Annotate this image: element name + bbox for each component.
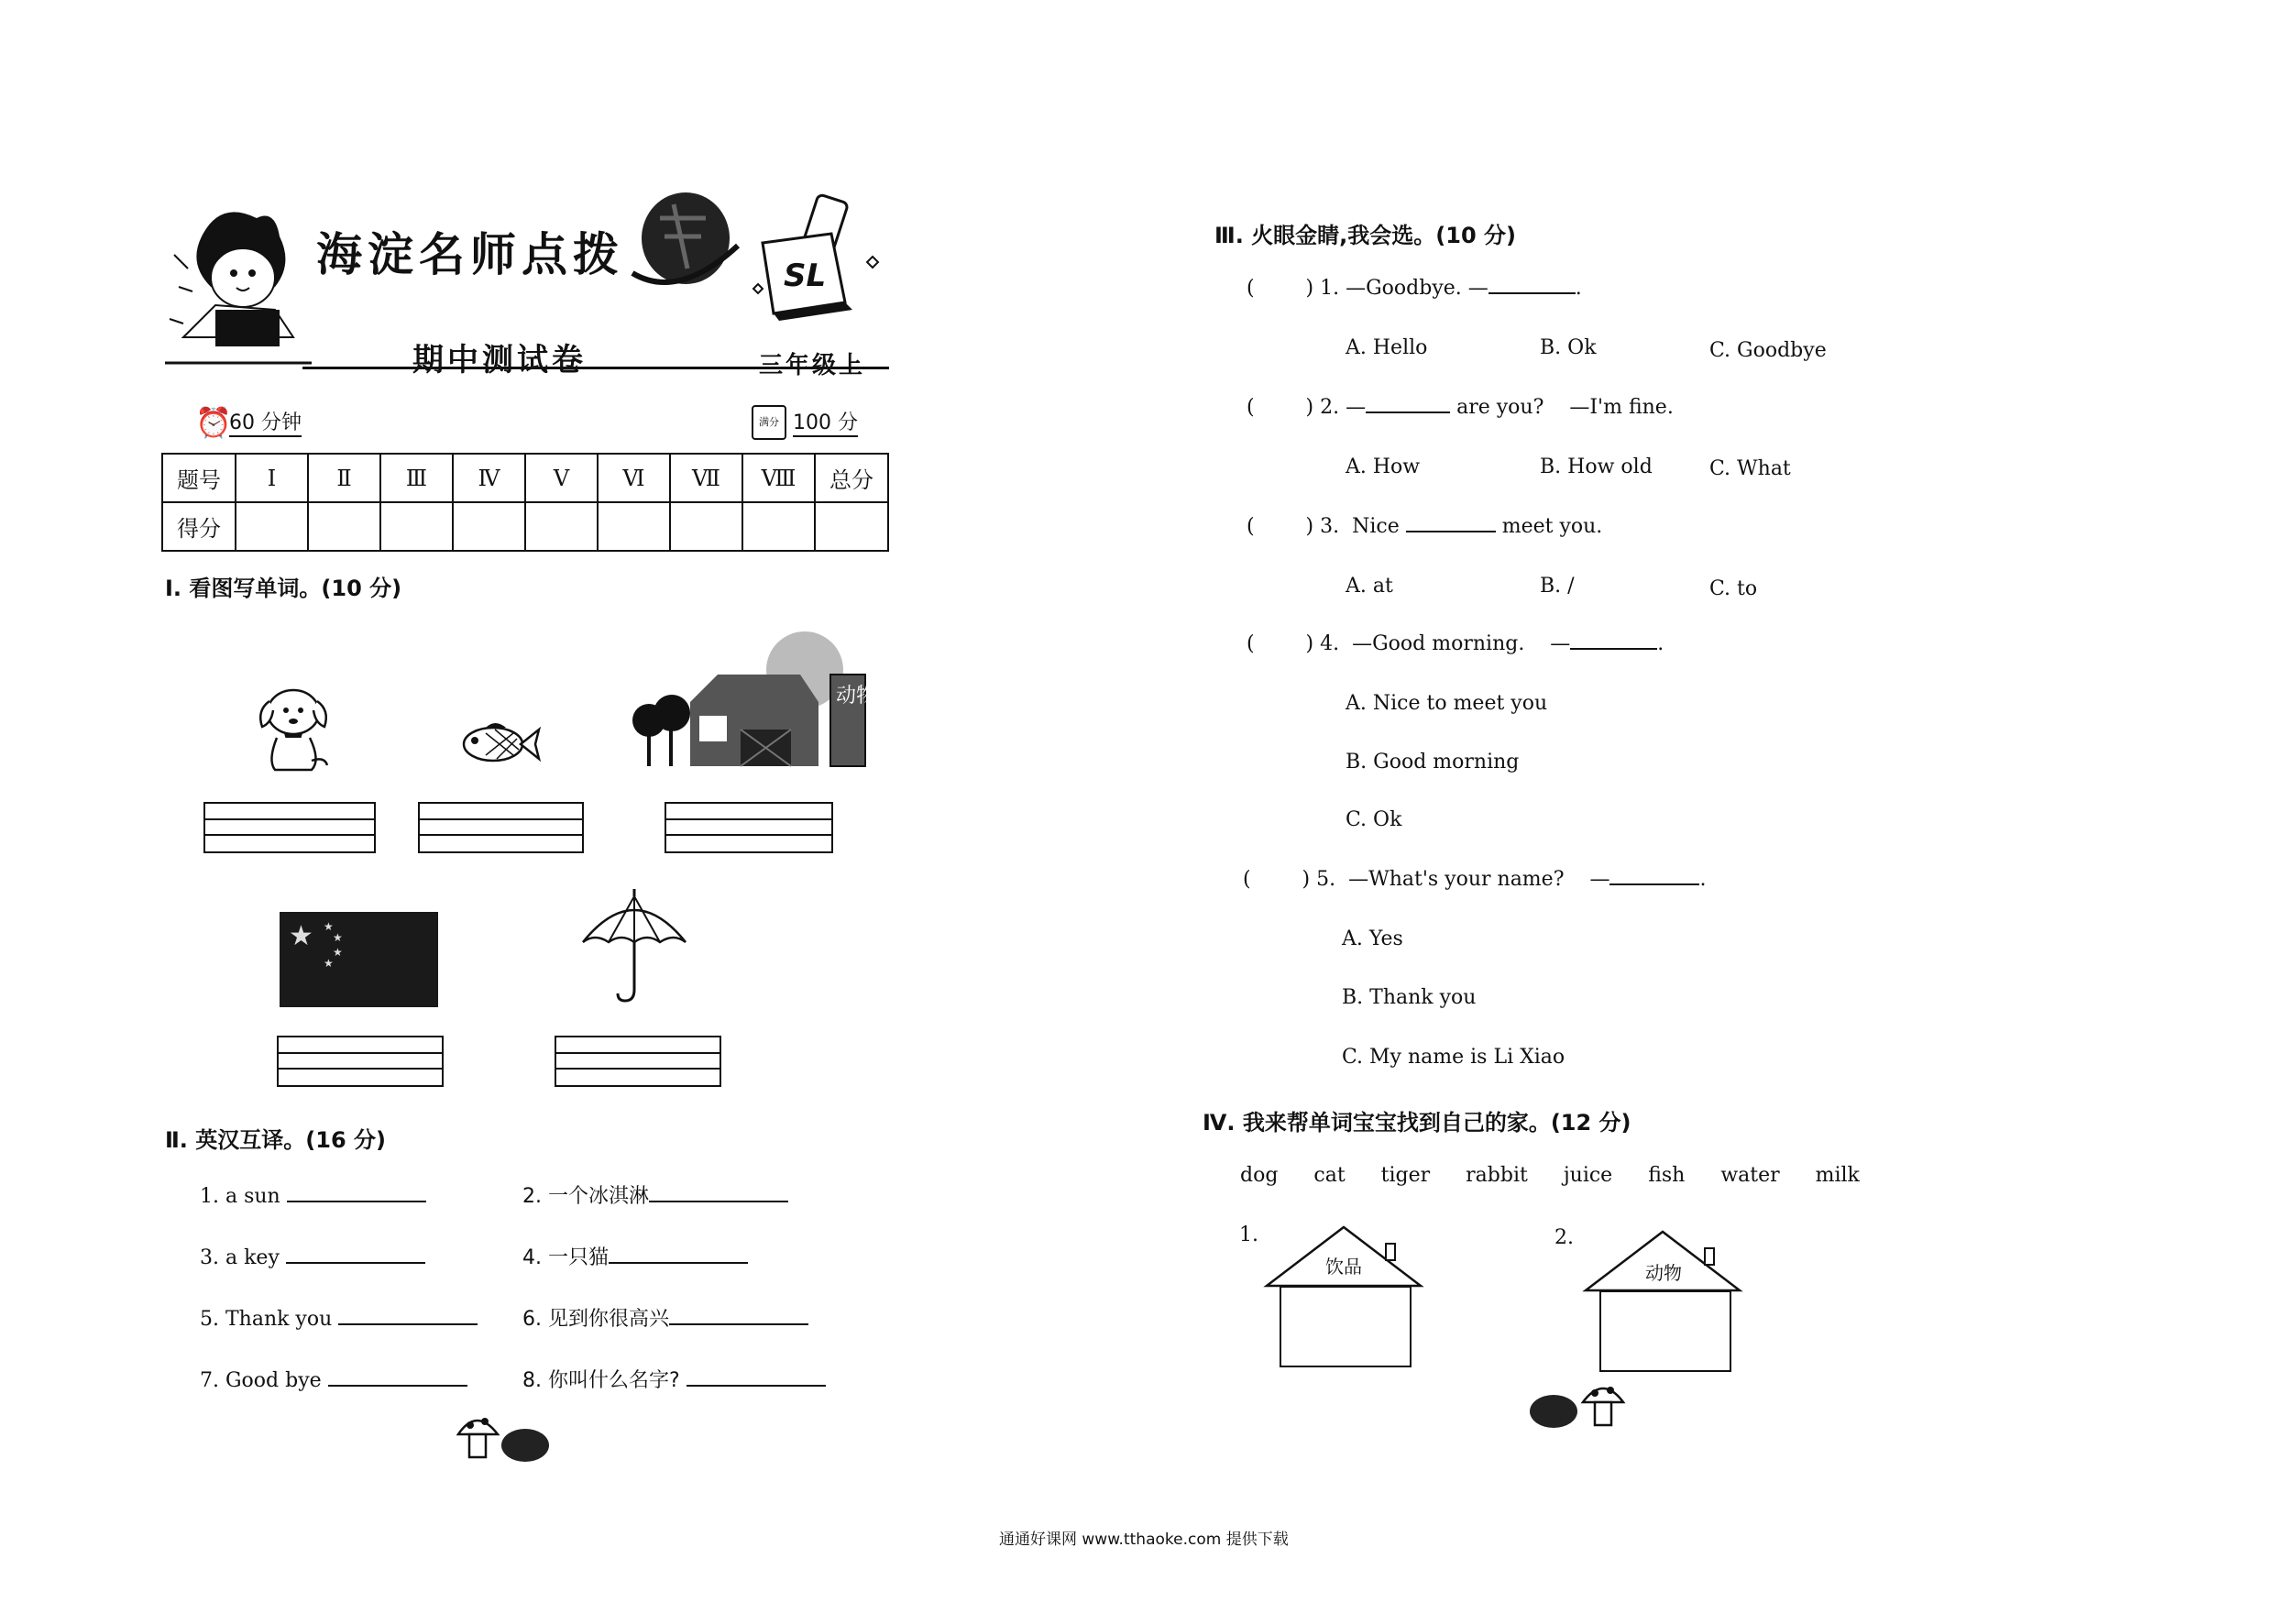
svg-text:★: ★ xyxy=(324,957,334,970)
word-bank-item: milk xyxy=(1815,1164,1860,1187)
question-stem: 3. Nice xyxy=(1320,515,1406,538)
answer-lines-dog[interactable] xyxy=(203,802,376,853)
option[interactable]: A. Yes xyxy=(1342,927,1403,950)
footer-source: 通通好课网 www.tthaoke.com 提供下载 xyxy=(999,1531,1289,1549)
score-input-cell[interactable] xyxy=(308,502,380,551)
answer-blank[interactable] xyxy=(1570,648,1657,650)
answer-paren[interactable]: ( ) xyxy=(1247,515,1314,538)
option[interactable]: A. Hello xyxy=(1346,336,1428,359)
house-label: 饮品 xyxy=(1325,1256,1362,1278)
word-bank-item: rabbit xyxy=(1466,1164,1528,1187)
answer-paren[interactable]: ( ) xyxy=(1243,868,1311,891)
score-table-cell: Ⅵ xyxy=(598,454,670,502)
mushroom-decoration-icon xyxy=(1526,1375,1627,1439)
mascot-girl-illustration xyxy=(165,200,312,369)
answer-blank[interactable] xyxy=(649,1201,788,1202)
section4-title: Ⅳ. 我来帮单词宝宝找到自己的家。(12 分) xyxy=(1203,1110,1631,1136)
question-stem-end: meet you. xyxy=(1495,515,1603,538)
score-input-cell[interactable] xyxy=(453,502,525,551)
score-input-cell[interactable] xyxy=(815,502,888,551)
question-stem-end: . xyxy=(1657,632,1664,655)
option[interactable]: A. How xyxy=(1346,455,1421,478)
answer-blank[interactable] xyxy=(1366,411,1450,413)
svg-text:★: ★ xyxy=(333,931,343,944)
option[interactable]: B. How old xyxy=(1540,455,1653,478)
sl-badge-text: SL xyxy=(784,258,827,294)
svg-text:★: ★ xyxy=(333,946,343,959)
option[interactable]: B. Thank you xyxy=(1342,986,1477,1009)
full-score-icon xyxy=(752,405,786,440)
house-number: 1. xyxy=(1239,1223,1258,1246)
option[interactable]: B. / xyxy=(1540,575,1575,598)
word-bank-item: dog xyxy=(1240,1164,1279,1187)
section1-title: Ⅰ. 看图写单词。(10 分) xyxy=(165,576,402,601)
star-icon: ★ xyxy=(289,920,313,952)
score-table-cell: Ⅷ xyxy=(742,454,815,502)
translate-prompt: 2. 一个冰淇淋 xyxy=(522,1185,649,1208)
question-stem: 1. —Goodbye. — xyxy=(1320,277,1489,300)
score-input-cell[interactable] xyxy=(380,502,453,551)
translate-prompt: 6. 见到你很高兴 xyxy=(522,1308,669,1331)
answer-blank[interactable] xyxy=(287,1201,426,1202)
grade-label: 三年级上 xyxy=(759,352,866,379)
choice-question xyxy=(1247,396,1674,419)
translate-item xyxy=(522,1180,788,1209)
fish-picture xyxy=(458,717,541,772)
answer-blank[interactable] xyxy=(1609,883,1699,885)
brand-title: 海淀名师点拨 xyxy=(316,228,624,281)
translate-item xyxy=(522,1365,826,1393)
choice-question xyxy=(1247,632,1664,655)
translate-prompt: 3. a key xyxy=(200,1246,280,1269)
option[interactable]: C. to xyxy=(1709,577,1758,600)
word-bank-item: fish xyxy=(1648,1164,1686,1187)
word-bank-item: tiger xyxy=(1380,1164,1431,1187)
translate-prompt: 7. Good bye xyxy=(200,1369,322,1392)
score-input-cell[interactable] xyxy=(236,502,308,551)
answer-blank[interactable] xyxy=(328,1385,467,1387)
word-bank xyxy=(1240,1164,1860,1187)
answer-paren[interactable]: ( ) xyxy=(1247,632,1314,655)
question-stem: 5. —What's your name? — xyxy=(1316,868,1610,891)
score-table-score-row xyxy=(162,502,888,551)
score-table-header-row xyxy=(162,454,888,502)
choice-question xyxy=(1247,515,1602,538)
exam-title: 期中测试卷 xyxy=(412,342,587,379)
score-table-cell: Ⅴ xyxy=(525,454,598,502)
option[interactable]: C. My name is Li Xiao xyxy=(1342,1046,1565,1069)
house-box-animals[interactable] xyxy=(1599,1290,1731,1372)
score-input-cell[interactable] xyxy=(670,502,742,551)
score-table-cell: Ⅶ xyxy=(670,454,742,502)
mushroom-decoration-icon xyxy=(454,1407,555,1466)
score-table-cell: 得分 xyxy=(162,502,236,551)
translate-item xyxy=(200,1369,467,1392)
flag-picture xyxy=(280,912,438,1007)
translate-prompt: 8. 你叫什么名字? xyxy=(522,1369,680,1392)
full-score-icon-label: 满分 xyxy=(759,416,779,428)
option[interactable]: C. Goodbye xyxy=(1709,339,1827,362)
answer-blank[interactable] xyxy=(609,1262,748,1264)
choice-question xyxy=(1243,868,1706,891)
score-table xyxy=(161,453,889,552)
section3-title: Ⅲ. 火眼金睛,我会选。(10 分) xyxy=(1214,223,1516,248)
word-bank-item: water xyxy=(1720,1164,1780,1187)
house-number: 2. xyxy=(1554,1226,1574,1249)
translate-item xyxy=(200,1185,426,1208)
score-table-cell: Ⅱ xyxy=(308,454,380,502)
question-stem-end: . xyxy=(1575,277,1582,300)
option[interactable]: A. at xyxy=(1346,575,1393,598)
word-bank-item: juice xyxy=(1563,1164,1613,1187)
option[interactable]: C. What xyxy=(1709,457,1791,480)
word-bank-item: cat xyxy=(1313,1164,1346,1187)
score-table-cell: Ⅳ xyxy=(453,454,525,502)
score-input-cell[interactable] xyxy=(598,502,670,551)
option[interactable]: B. Good morning xyxy=(1346,751,1520,774)
choice-question xyxy=(1247,277,1582,300)
clock-icon: ⏰ xyxy=(195,405,232,440)
option[interactable]: A. Nice to meet you xyxy=(1346,692,1548,715)
answer-lines-flag[interactable] xyxy=(277,1036,444,1087)
translate-prompt: 5. Thank you xyxy=(200,1308,333,1331)
answer-blank[interactable] xyxy=(338,1323,478,1325)
brush-logo-icon xyxy=(623,181,742,301)
answer-blank[interactable] xyxy=(687,1385,826,1387)
answer-blank[interactable] xyxy=(286,1262,425,1264)
translate-item xyxy=(200,1308,478,1331)
section2-title: Ⅱ. 英汉互译。(16 分) xyxy=(165,1127,386,1153)
question-stem-end: are you? —I'm fine. xyxy=(1450,396,1674,419)
full-score: 100 分 xyxy=(793,407,858,437)
score-table-cell: Ⅰ xyxy=(236,454,308,502)
score-input-cell[interactable] xyxy=(742,502,815,551)
translate-prompt: 4. 一只猫 xyxy=(522,1246,609,1269)
score-input-cell[interactable] xyxy=(525,502,598,551)
zoo-sign-char: 动物园 xyxy=(836,685,897,708)
score-table-cell: 题号 xyxy=(162,454,236,502)
score-table-cell: 总分 xyxy=(815,454,888,502)
translate-item xyxy=(522,1303,808,1332)
sl-book-icon xyxy=(753,192,891,321)
answer-paren[interactable]: ( ) xyxy=(1247,396,1314,419)
option[interactable]: B. Ok xyxy=(1540,336,1597,359)
translate-prompt: 1. a sun xyxy=(200,1185,280,1208)
translate-item xyxy=(522,1242,748,1270)
zoo-picture xyxy=(621,629,897,772)
question-stem-end: . xyxy=(1699,868,1707,891)
question-stem: 4. —Good morning. — xyxy=(1320,632,1571,655)
answer-lines-zoo[interactable] xyxy=(665,802,833,853)
time-limit: 60 分钟 xyxy=(229,407,302,437)
answer-blank[interactable] xyxy=(1406,531,1496,532)
option[interactable]: C. Ok xyxy=(1346,808,1402,831)
house-label: 动物 xyxy=(1645,1262,1682,1284)
answer-blank[interactable] xyxy=(1489,292,1576,294)
score-table-cell: Ⅲ xyxy=(380,454,453,502)
answer-lines-umbrella[interactable] xyxy=(555,1036,721,1087)
answer-lines-fish[interactable] xyxy=(418,802,584,853)
answer-paren[interactable]: ( ) xyxy=(1247,277,1314,300)
house-box-drinks[interactable] xyxy=(1280,1286,1412,1367)
svg-text:★: ★ xyxy=(324,920,334,933)
answer-blank[interactable] xyxy=(669,1323,808,1325)
dog-picture xyxy=(249,683,336,774)
question-stem: 2. — xyxy=(1320,396,1367,419)
translate-item xyxy=(200,1246,425,1269)
umbrella-picture xyxy=(579,887,689,1006)
